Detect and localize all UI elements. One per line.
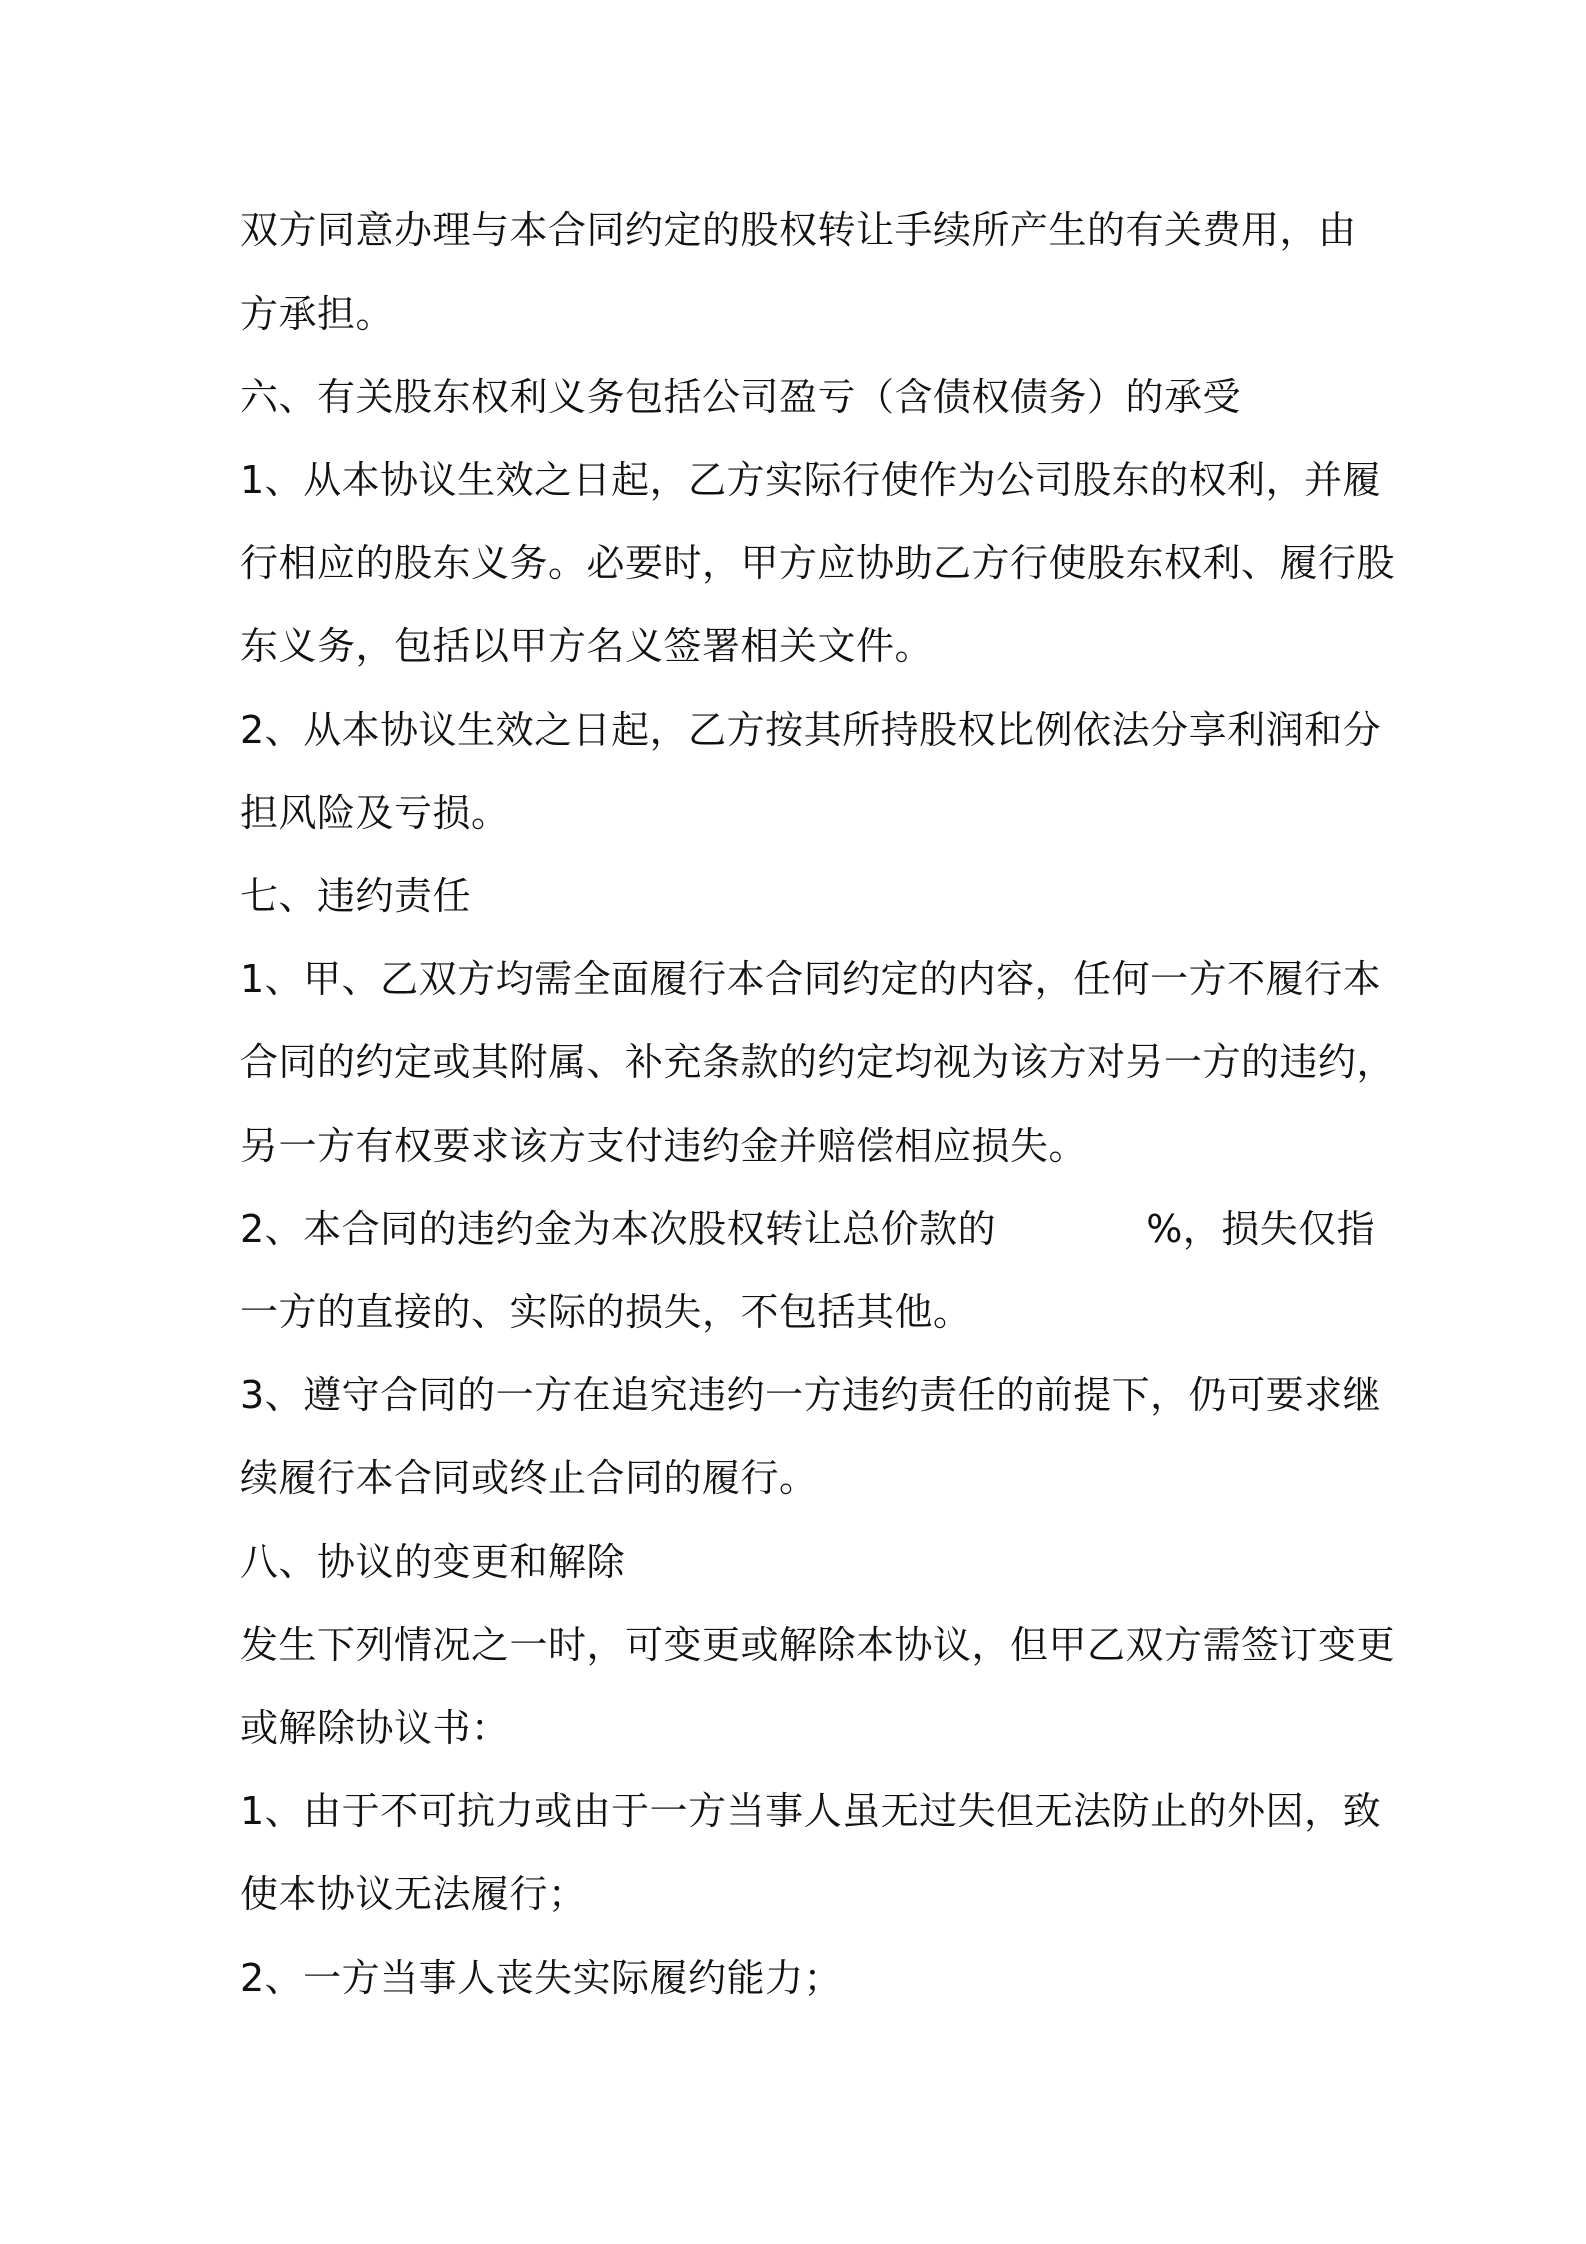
clause-7-2-cont: 一方的直接的、实际的损失，不包括其他。 [240, 1290, 972, 1334]
section-heading-6: 六、有关股东权利义务包括公司盈亏（含债权债务）的承受 [240, 375, 1242, 419]
clause-6-2-cont: 担风险及亏损。 [240, 791, 510, 835]
clause-8-2: 2、一方当事人丧失实际履约能力； [240, 1956, 843, 2000]
clause-7-3: 3、遵守合同的一方在追究违约一方违约责任的前提下，仍可要求继 [240, 1373, 1382, 1417]
clause-7-2-text: 2、本合同的违约金为本次股权转让总价款的 [240, 1207, 997, 1251]
body-line-fees: 双方同意办理与本合同约定的股权转让手续所产生的有关费用，由 [240, 208, 1357, 252]
clause-8-1: 1、由于不可抗力或由于一方当事人虽无过失但无法防止的外因，致 [240, 1789, 1382, 1833]
clause-7-2 [240, 1199, 1376, 1259]
clause-8-1-cont: 使本协议无法履行； [240, 1872, 587, 1916]
clause-8-intro-cont: 或解除协议书： [240, 1706, 510, 1750]
clause-7-1-cont: 合同的约定或其附属、补充条款的约定均视为该方对另一方的违约， [240, 1040, 1396, 1084]
clause-6-1: 1、从本协议生效之日起，乙方实际行使作为公司股东的权利，并履 [240, 458, 1382, 502]
clause-7-1: 1、甲、乙双方均需全面履行本合同约定的内容，任何一方不履行本 [240, 957, 1382, 1001]
clause-7-2-suffix: %，损失仅指 [1146, 1207, 1376, 1251]
clause-6-1-cont: 行相应的股东义务。必要时，甲方应协助乙方行使股东权利、履行股 [240, 541, 1396, 585]
clause-6-2: 2、从本协议生效之日起，乙方按其所持股权比例依法分享利润和分 [240, 708, 1382, 752]
section-heading-7: 七、违约责任 [240, 874, 472, 918]
clause-6-1-cont-2: 东义务，包括以甲方名义签署相关文件。 [240, 624, 934, 668]
clause-8-intro: 发生下列情况之一时，可变更或解除本协议，但甲乙双方需签订变更 [240, 1623, 1396, 1667]
section-heading-8: 八、协议的变更和解除 [240, 1540, 626, 1584]
clause-7-1-cont-2: 另一方有权要求该方支付违约金并赔偿相应损失。 [240, 1124, 1088, 1168]
clause-7-3-cont: 续履行本合同或终止合同的履行。 [240, 1456, 818, 1500]
body-line-fees-cont: 方承担。 [240, 292, 395, 336]
